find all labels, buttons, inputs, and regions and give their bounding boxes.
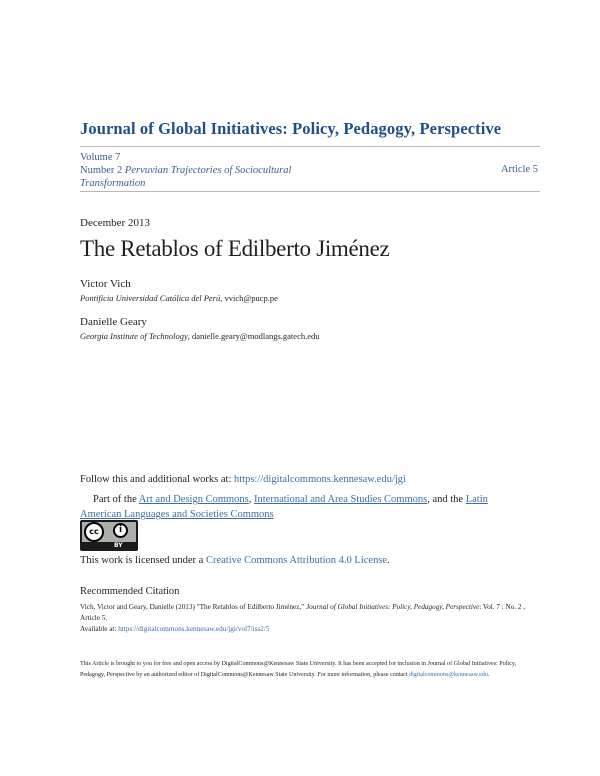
author-email[interactable]: vvich@pucp.pe bbox=[224, 293, 278, 303]
author-name: Danielle Geary bbox=[80, 316, 147, 328]
part-of-prefix: Part of the bbox=[93, 494, 139, 505]
citation-prefix: Vich, Victor and Geary, Danielle (2013) "The Retablos of Edilberto Jiménez," bbox=[80, 603, 306, 611]
access-notice-text: This Article is brought to you for free and open access by DigitalCommons@Kennesaw State University. It has been accepted for inclusion in Journal of Global Initiatives: Policy, Pedagogy, Perspective by an authorized editor of DigitalCommons@Kennesaw State University. For more information, please contact bbox=[80, 661, 517, 678]
affiliation-name: Georgia Institute of Technology bbox=[80, 331, 188, 341]
issue-link[interactable] bbox=[80, 164, 460, 177]
attribution-person-icon: i bbox=[113, 523, 128, 538]
follow-url-link[interactable]: https://digitalcommons.kennesaw.edu/jgi bbox=[234, 474, 406, 485]
commons-link-art-design[interactable]: Art and Design Commons bbox=[138, 494, 249, 505]
follow-label: Follow this and additional works at: bbox=[80, 474, 234, 485]
citation-text bbox=[80, 602, 542, 635]
citation-url-link[interactable]: https://digitalcommons.kennesaw.edu/jgi/vol7/iss2/5 bbox=[118, 625, 270, 633]
journal-title[interactable]: Journal of Global Initiatives: Policy, Pedagogy, Perspective bbox=[80, 119, 502, 138]
access-notice bbox=[80, 659, 542, 681]
follow-line bbox=[80, 474, 406, 485]
license-link[interactable]: Creative Commons Attribution 4.0 License bbox=[205, 555, 388, 566]
issue-title: Pervuvian Trajectories of Sociocultural bbox=[124, 165, 292, 176]
citation-journal: Journal of Global Initiatives: Policy, Pedagogy, Perspective bbox=[305, 603, 480, 611]
by-label: BY bbox=[114, 542, 123, 549]
access-notice-suffix: . bbox=[487, 672, 490, 678]
article-number[interactable]: Article 5 bbox=[500, 164, 538, 175]
commons-link-latin-american[interactable]: Latin American Languages and Societies Commons bbox=[80, 494, 488, 520]
separator: , and the bbox=[427, 494, 466, 505]
publication-date: December 2013 bbox=[80, 217, 150, 229]
citation-suffix: : Vol. 7 : No. 2 , Article 5. bbox=[80, 603, 526, 622]
cc-icon: cc bbox=[84, 522, 104, 542]
author-affiliation: Pontificia Universidad Católica del Perú, vvich@pucp.pe bbox=[80, 293, 278, 303]
header-rule-bottom bbox=[80, 191, 540, 192]
header-rule-top bbox=[80, 146, 540, 147]
volume-info bbox=[80, 151, 460, 190]
commons-link-international-area[interactable]: International and Area Studies Commons bbox=[254, 494, 428, 505]
author-name: Victor Vich bbox=[80, 278, 131, 290]
part-of-commons bbox=[80, 492, 520, 522]
license-suffix: . bbox=[387, 555, 390, 566]
issue-title-cont[interactable]: Transformation bbox=[80, 178, 146, 189]
cc-by-license-badge[interactable] bbox=[80, 520, 138, 551]
article-title: The Retablos of Edilberto Jiménez bbox=[80, 236, 390, 261]
author-affiliation: Georgia Institute of Technology, danielle.geary@modlangs.gatech.edu bbox=[80, 331, 320, 341]
separator: , bbox=[248, 494, 254, 505]
recommended-citation-heading: Recommended Citation bbox=[80, 586, 180, 597]
available-label: Available at: bbox=[80, 625, 119, 633]
affiliation-name: Pontificia Universidad Católica del Perú bbox=[80, 293, 221, 303]
license-prefix: This work is licensed under a bbox=[80, 555, 206, 566]
issue-number: Number 2 bbox=[80, 165, 123, 176]
contact-email-link[interactable]: digitalcommons@kennesaw.edu bbox=[409, 672, 488, 678]
license-statement bbox=[80, 555, 390, 566]
author-email[interactable]: danielle.geary@modlangs.gatech.edu bbox=[192, 331, 320, 341]
volume-link[interactable]: Volume 7 bbox=[80, 152, 121, 163]
